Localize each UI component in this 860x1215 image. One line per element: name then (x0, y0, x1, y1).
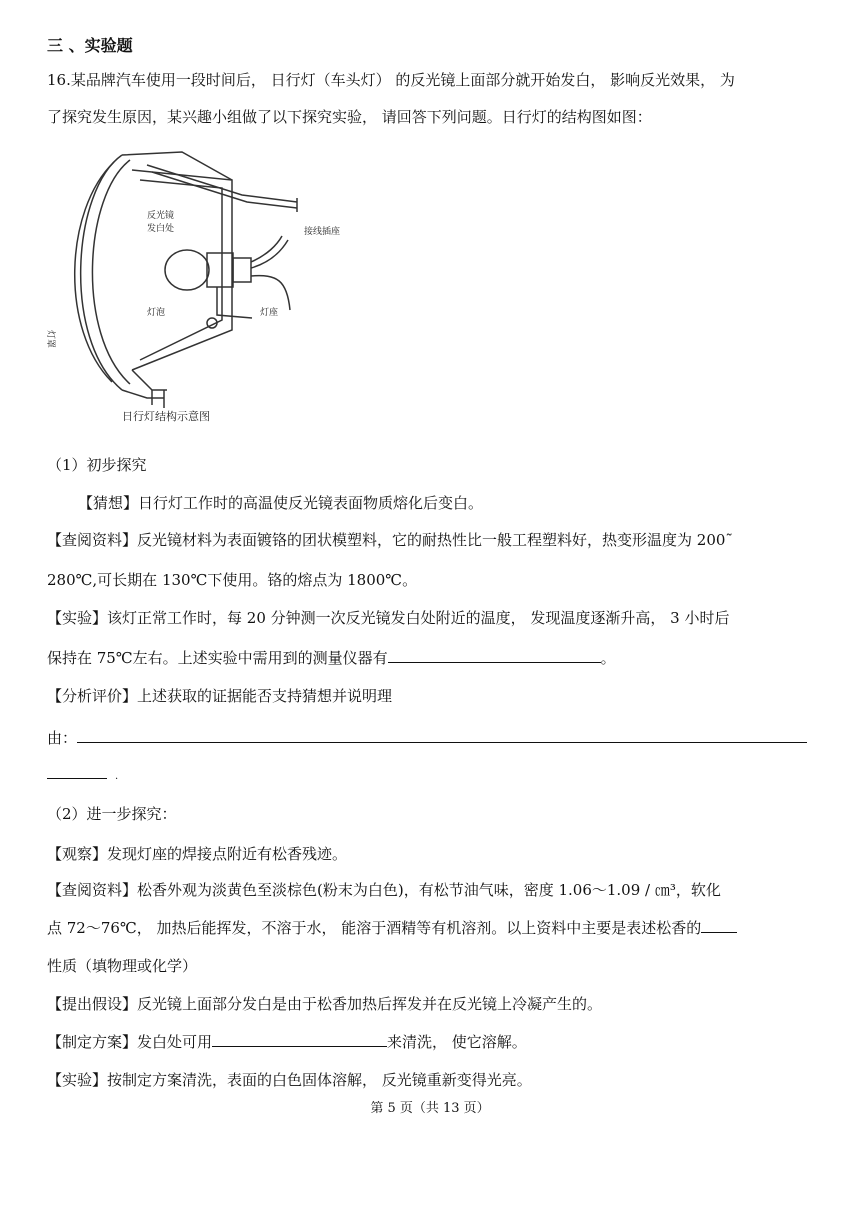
part2-info-line-2 (47, 918, 816, 938)
part1-experiment-line-1: 【实验】该灯正常工作时，每 20 分钟测一次反光镜发白处附近的温度， 发现温度逐渐升高， 3 小时后 (47, 609, 730, 627)
part2-info-text: 点 72～76℃， 加热后能挥发，不溶于水， 能溶于酒精等有机溶剂。以上资料中主要是表述松香的 (47, 919, 702, 937)
part1-info-line-1: 【查阅资料】反光镜材料为表面镀铬的团状模塑料，它的耐热性比一般工程塑料好，热变形温度为 200˜ (47, 531, 733, 549)
label-connector: 接线插座 (304, 227, 341, 237)
part1-evaluation-line-1: 【分析评价】上述获取的证据能否支持猜想并说明理 (47, 687, 393, 705)
question-line-1: 16.某品牌汽车使用一段时间后， 日行灯（车头灯） 的反光镜上面部分就开始发白， 影响反光效果， 为 (47, 71, 735, 89)
reason-blank[interactable] (77, 728, 807, 743)
part1-experiment-text: 保持在 75℃左右。上述实验中需用到的测量仪器有 (47, 649, 388, 667)
headlamp-structure-figure (45, 140, 352, 430)
part1-experiment-end: 。 (600, 649, 616, 667)
part1-title: （1）初步探究 (47, 456, 147, 474)
page-footer: 第 5 页（共 13 页） (370, 1101, 490, 1116)
part2-observe: 【观察】发现灯座的焊接点附近有松香残迹。 (47, 845, 348, 863)
label-socket: 灯座 (260, 308, 279, 318)
reason-blank-continued[interactable] (47, 764, 107, 779)
part2-info-line-1: 【查阅资料】松香外观为淡黄色至淡棕色(粉末为白色)，有松节油气味，密度 1.06～1.09 / ㎝³，软化 (47, 881, 721, 899)
figure-caption: 日行灯结构示意图 (122, 410, 210, 423)
part1-guess: 【猜想】日行灯工作时的高温使反光镜表面物质熔化后变白。 (78, 494, 484, 512)
part1-experiment-line-2 (47, 648, 816, 668)
part2-hypothesis: 【提出假设】反光镜上面部分发白是由于松香加热后挥发并在反光镜上冷凝产生的。 (47, 995, 603, 1013)
part2-experiment: 【实验】按制定方案清洗，表面的白色固体溶解， 反光镜重新变得光亮。 (47, 1071, 532, 1089)
property-blank[interactable] (701, 918, 737, 933)
part2-plan-end: 来清洗， 使它溶解。 (387, 1033, 527, 1051)
solvent-blank[interactable] (212, 1032, 387, 1047)
part2-plan-text: 【制定方案】发白处可用 (47, 1033, 213, 1051)
part2-plan (47, 1032, 816, 1052)
section-title: 三 、实验题 (47, 36, 133, 55)
part1-info-line-2: 280℃,可长期在 130℃下使用。铬的熔点为 1800℃。 (47, 571, 418, 589)
part1-evaluation-line-2 (47, 728, 816, 748)
question-line-2: 了探究发生原因，某兴趣小组做了以下探究实验， 请回答下列问题。日行灯的结构图如图： (47, 108, 652, 126)
label-cover: 灯罩 (45, 330, 55, 349)
part2-title: （2）进一步探究： (47, 805, 177, 823)
part2-info-line-3: 性质（填物理或化学） (47, 957, 198, 975)
part1-evaluation-reason-label: 由： (47, 729, 78, 747)
label-whitening: 发白处 (147, 224, 175, 234)
label-bulb: 灯泡 (147, 308, 166, 318)
instrument-blank[interactable] (388, 648, 601, 663)
label-reflector: 反光镜 (147, 211, 175, 221)
part1-evaluation-end: . (115, 771, 119, 782)
part1-evaluation-line-3 (47, 764, 816, 787)
